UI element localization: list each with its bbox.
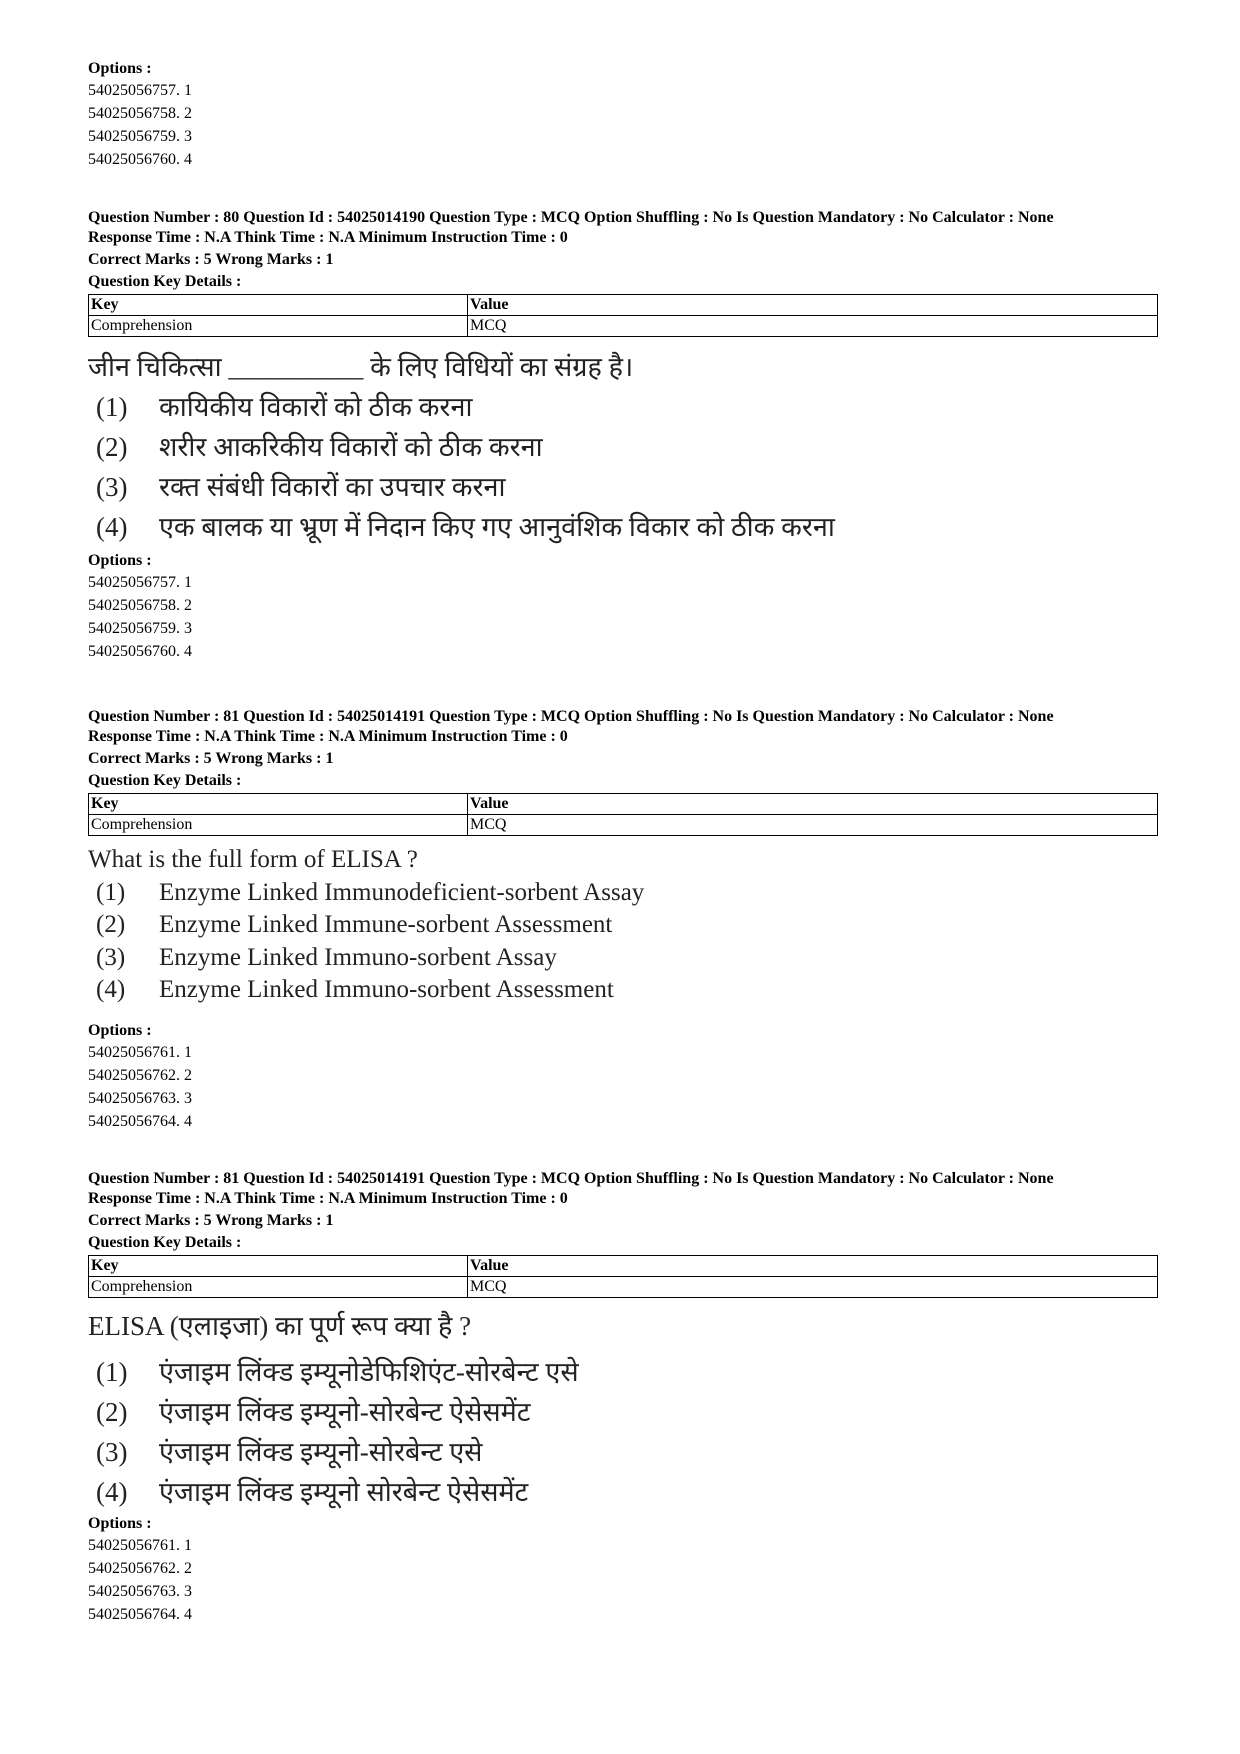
- question-block-81-english: [88, 707, 1158, 1133]
- question-key-table: [88, 294, 1158, 337]
- choice-item: [88, 1432, 1158, 1472]
- table-header-row: [89, 794, 1158, 815]
- choice-text: एंजाइम लिंक्ड इम्यूनो सोरबेन्ट ऐसेसमेंट: [159, 1477, 529, 1507]
- question-text: ELISA (एलाइजा) का पूर्ण रूप क्या है ?: [88, 1311, 472, 1341]
- option-line: 54025056759. 3: [88, 128, 192, 145]
- choice-number: (4): [96, 512, 128, 542]
- choice-item: [88, 942, 1158, 975]
- choice-item: [88, 427, 1158, 467]
- table-cell-value: MCQ: [468, 815, 1158, 836]
- question-meta-line: Question Number : 81 Question Id : 54025014191 Question Type : MCQ Option Shuffling : No Is Question Mandatory : No Calculator : None: [88, 708, 1054, 725]
- question-timing-line: Response Time : N.A Think Time : N.A Minimum Instruction Time : 0: [88, 1190, 568, 1207]
- choice-text: कायिकीय विकारों को ठीक करना: [159, 392, 473, 422]
- table-cell-key: Comprehension: [89, 1277, 468, 1298]
- table-row: [89, 815, 1158, 836]
- table-header-value: Value: [468, 1256, 1158, 1277]
- options-section: [88, 1514, 1158, 1626]
- choice-text: Enzyme Linked Immuno-sorbent Assessment: [159, 976, 614, 1003]
- key-details-label: Question Key Details :: [88, 1234, 242, 1251]
- question-header: [88, 1169, 1158, 1253]
- key-details-label: Question Key Details :: [88, 273, 242, 290]
- option-line: 54025056762. 2: [88, 1560, 192, 1577]
- question-marks-line: Correct Marks : 5 Wrong Marks : 1: [88, 251, 334, 268]
- choice-item: [88, 387, 1158, 427]
- table-header-value: Value: [468, 295, 1158, 316]
- options-label: Options :: [88, 60, 152, 77]
- table-header-key: Key: [89, 794, 468, 815]
- question-marks-line: Correct Marks : 5 Wrong Marks : 1: [88, 750, 334, 767]
- choice-number: (2): [96, 911, 126, 938]
- choice-list: [88, 387, 1158, 547]
- table-header-row: [89, 295, 1158, 316]
- option-line: 54025056764. 4: [88, 1112, 192, 1130]
- top-options-section: [88, 59, 1158, 171]
- option-line: 54025056757. 1: [88, 574, 192, 591]
- option-line: 54025056758. 2: [88, 105, 192, 122]
- table-cell-key: Comprehension: [89, 316, 468, 337]
- choice-text: रक्त संबंधी विकारों का उपचार करना: [159, 472, 506, 502]
- choice-text: एक बालक या भ्रूण में निदान किए गए आनुवंशिक विकार को ठीक करना: [159, 512, 835, 542]
- table-cell-value: MCQ: [468, 1277, 1158, 1298]
- option-line: 54025056761. 1: [88, 1537, 192, 1554]
- choice-text: एंजाइम लिंक्ड इम्यूनो-सोरबेन्ट ऐसेसमेंट: [159, 1397, 531, 1427]
- table-header-key: Key: [89, 1256, 468, 1277]
- question-block-81-hindi: [88, 1169, 1158, 1626]
- table-row: [89, 1277, 1158, 1298]
- choice-item: [88, 1352, 1158, 1392]
- question-meta-line: Question Number : 80 Question Id : 54025014190 Question Type : MCQ Option Shuffling : No Is Question Mandatory : No Calculator : None: [88, 209, 1054, 226]
- choice-number: (4): [96, 1477, 128, 1507]
- choice-item: [88, 1472, 1158, 1512]
- table-cell-value: MCQ: [468, 316, 1158, 337]
- question-timing-line: Response Time : N.A Think Time : N.A Minimum Instruction Time : 0: [88, 728, 568, 745]
- choice-text: Enzyme Linked Immune-sorbent Assessment: [159, 911, 613, 938]
- choice-number: (2): [96, 432, 128, 462]
- choice-text: शरीर आकरिकीय विकारों को ठीक करना: [159, 432, 543, 462]
- table-header-value: Value: [468, 794, 1158, 815]
- choice-number: (1): [96, 878, 126, 906]
- table-header-key: Key: [89, 295, 468, 316]
- option-line: 54025056760. 4: [88, 643, 192, 660]
- table-row: [89, 316, 1158, 337]
- choice-text: Enzyme Linked Immuno-sorbent Assay: [159, 943, 557, 971]
- question-block-80: [88, 208, 1158, 663]
- choice-item: [88, 1392, 1158, 1432]
- choice-number: (1): [96, 392, 128, 422]
- choice-text: एंजाइम लिंक्ड इम्यूनो-सोरबेन्ट एसे: [159, 1437, 483, 1467]
- choice-number: (3): [96, 472, 128, 502]
- question-text: जीन चिकित्सा __________ के लिए विधियों का संग्रह है।: [88, 352, 634, 382]
- choice-number: (3): [96, 1437, 128, 1467]
- choice-item: [88, 467, 1158, 507]
- option-line: 54025056761. 1: [88, 1043, 192, 1061]
- question-timing-line: Response Time : N.A Think Time : N.A Minimum Instruction Time : 0: [88, 229, 568, 246]
- choice-item: [88, 909, 1158, 942]
- option-line: 54025056764. 4: [88, 1606, 192, 1623]
- choice-number: (4): [96, 976, 126, 1003]
- options-label: Options :: [88, 1515, 152, 1532]
- options-label: Options :: [88, 552, 152, 569]
- question-key-table: [88, 1255, 1158, 1298]
- table-header-row: [89, 1256, 1158, 1277]
- option-line: 54025056759. 3: [88, 620, 192, 637]
- choice-item: [88, 507, 1158, 547]
- choice-number: (2): [96, 1397, 128, 1427]
- option-line: 54025056763. 3: [88, 1089, 192, 1107]
- choice-list: [88, 1352, 1158, 1512]
- option-line: 54025056758. 2: [88, 597, 192, 614]
- table-cell-key: Comprehension: [89, 815, 468, 836]
- choice-number: (3): [96, 943, 126, 971]
- option-line: 54025056757. 1: [88, 82, 192, 99]
- question-header: [88, 208, 1158, 292]
- choice-text: Enzyme Linked Immunodeficient-sorbent Assay: [159, 878, 645, 906]
- options-section: [88, 1021, 1158, 1133]
- question-text: What is the full form of ELISA ?: [88, 846, 418, 873]
- question-header: [88, 707, 1158, 791]
- question-marks-line: Correct Marks : 5 Wrong Marks : 1: [88, 1212, 334, 1229]
- option-line: 54025056762. 2: [88, 1066, 192, 1084]
- choice-item: [88, 974, 1158, 1007]
- choice-list: [88, 877, 1158, 1007]
- question-meta-line: Question Number : 81 Question Id : 54025014191 Question Type : MCQ Option Shuffling : No Is Question Mandatory : No Calculator : None: [88, 1170, 1054, 1187]
- options-label: Options :: [88, 1021, 152, 1039]
- choice-item: [88, 877, 1158, 910]
- option-line: 54025056763. 3: [88, 1583, 192, 1600]
- key-details-label: Question Key Details :: [88, 772, 242, 789]
- choice-text: एंजाइम लिंक्ड इम्यूनोडेफिशिएंट-सोरबेन्ट एसे: [159, 1357, 579, 1387]
- question-key-table: [88, 793, 1158, 836]
- choice-number: (1): [96, 1357, 128, 1387]
- option-line: 54025056760. 4: [88, 151, 192, 168]
- options-section: [88, 551, 1158, 663]
